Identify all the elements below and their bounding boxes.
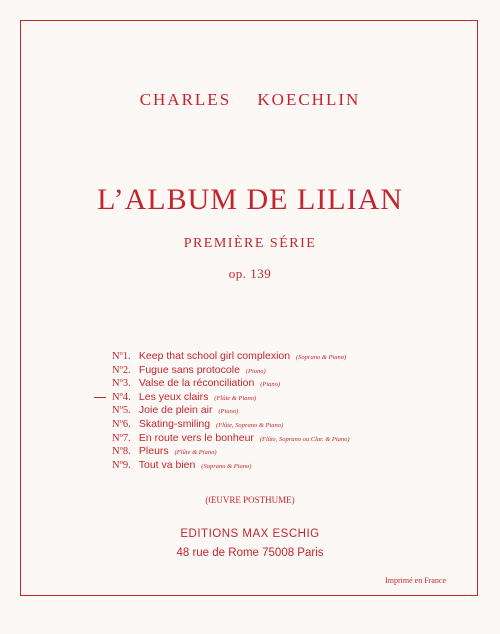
piece-number: Nº8. [112, 446, 131, 458]
piece-title: Tout va bien [138, 458, 196, 471]
piece-list [112, 350, 452, 472]
piece-number: Nº5. [112, 405, 131, 417]
piece-instruments: (Piano) [260, 381, 281, 389]
opus-number: op. 139 [228, 266, 272, 281]
piece-item [112, 459, 452, 473]
piece-item [112, 445, 452, 459]
piece-title: Keep that school girl complexion [138, 350, 291, 362]
piece-number: Nº3. [112, 378, 131, 390]
piece-instruments: (Soprano & Piano) [201, 462, 252, 470]
piece-item [112, 364, 452, 378]
piece-title: En route vers le bonheur [138, 431, 254, 444]
publisher-address: 48 rue de Rome 75008 Paris [176, 547, 324, 559]
publisher-name: EDITIONS MAX ESCHIG [180, 528, 320, 540]
selection-dash-mark [94, 397, 106, 398]
piece-instruments: (Soprano & Piano) [296, 354, 347, 361]
composer-first-name: CHARLES [139, 90, 232, 109]
piece-number: Nº4. [112, 391, 131, 403]
composer-name [0, 90, 500, 110]
piece-instruments: (Piano) [218, 408, 239, 416]
album-title: L’ALBUM DE LILIAN [97, 183, 403, 216]
piece-title: Fugue sans protocole [138, 363, 240, 376]
piece-title: Valse de la réconciliation [138, 377, 255, 390]
piece-title: Pleurs [138, 445, 169, 458]
piece-instruments: (Flûte & Piano) [214, 394, 257, 402]
piece-item [112, 377, 452, 391]
printed-in-label: Imprimé en France [385, 576, 446, 585]
piece-number: Nº2. [112, 364, 131, 376]
piece-title: Les yeux clairs [138, 390, 209, 403]
composer-last-name: KOECHLIN [257, 90, 361, 109]
piece-number: Nº6. [112, 418, 131, 430]
piece-item [112, 391, 452, 405]
piece-title: Joie de plein air [138, 404, 213, 417]
piece-number: Nº7. [112, 432, 131, 444]
piece-item [112, 350, 452, 364]
piece-item [112, 418, 452, 432]
posthumous-note: (ŒUVRE POSTHUME) [205, 495, 295, 505]
series-label: PREMIÈRE SÉRIE [183, 236, 317, 251]
piece-item [112, 404, 452, 418]
piece-instruments: (Piano) [245, 367, 266, 375]
piece-instruments: (Flûte, Soprano ou Clar. & Piano) [259, 435, 350, 443]
piece-item [112, 432, 452, 446]
piece-instruments: (Flûte & Piano) [174, 449, 217, 457]
piece-number: Nº9. [112, 459, 131, 471]
piece-number: Nº1. [112, 351, 131, 362]
piece-instruments: (Flûte, Soprano & Piano) [216, 421, 284, 429]
piece-title: Skating-smiling [138, 417, 211, 430]
